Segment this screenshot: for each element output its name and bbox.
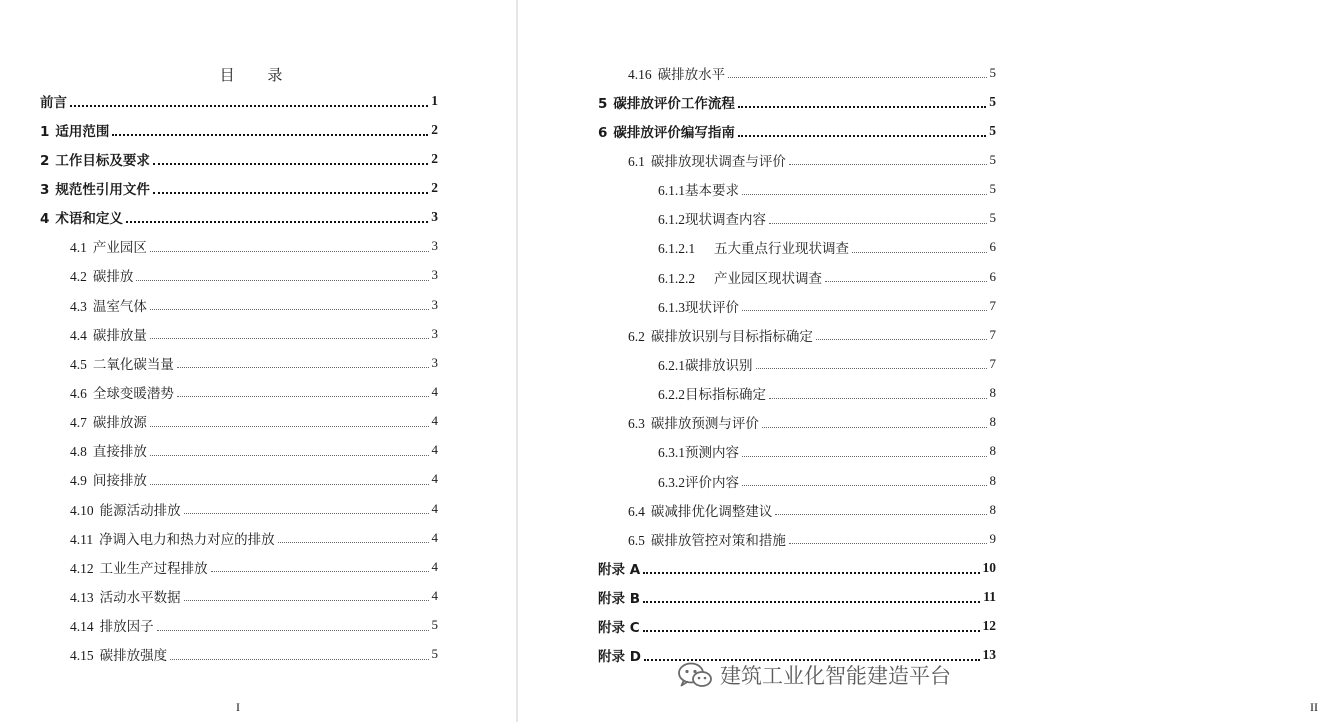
toc-entry-number: 6.2	[628, 328, 645, 344]
toc-entry-label	[70, 615, 154, 635]
toc-entry-text: 现状调查内容	[685, 212, 766, 229]
toc-entry-label	[658, 296, 739, 316]
toc-entry[interactable]	[598, 583, 996, 612]
toc-entry-label	[628, 150, 786, 170]
toc-entry-number: 6.1.2.2	[658, 270, 696, 286]
toc-entry-text: 碳排放源	[92, 415, 147, 432]
toc-entry-number: 4.6	[70, 385, 87, 401]
toc-entry-label	[70, 440, 147, 460]
toc-page-number: 12	[982, 618, 996, 634]
toc-entry[interactable]	[40, 611, 438, 640]
page-number-right: II	[1310, 700, 1318, 714]
toc-dot-leader	[738, 135, 986, 137]
toc-entry[interactable]	[40, 348, 438, 377]
toc-page-number: 3	[431, 267, 438, 283]
toc-entry-text: 碳排放强度	[99, 648, 168, 665]
toc-dot-leader	[177, 367, 429, 368]
watermark-text: 建筑工业化智能建造平台	[720, 664, 951, 688]
toc-dot-leader	[150, 455, 429, 456]
toc-entry-label	[658, 383, 766, 403]
toc-page-number: 2	[431, 121, 438, 137]
toc-entry-text: 评价内容	[685, 474, 739, 491]
toc-entry-number: 4.14	[70, 619, 94, 635]
toc-entry-text: 碳排放预测与评价	[650, 416, 759, 433]
toc-entry-label	[70, 236, 147, 256]
toc-entry-number: 6	[598, 124, 608, 141]
toc-list-right	[598, 58, 996, 670]
toc-entry-label	[658, 354, 753, 374]
toc-entry-number: 6.1	[628, 153, 645, 169]
toc-entry-number: 3	[40, 181, 50, 198]
toc-entry-text: 前言	[40, 94, 67, 111]
toc-entry-label	[658, 267, 822, 287]
toc-page-number: 9	[989, 530, 996, 546]
toc-dot-leader	[816, 339, 987, 340]
toc-entry-text: 五大重点行业现状调查	[714, 241, 849, 258]
toc-page-number: 8	[989, 385, 996, 401]
toc-entry[interactable]	[40, 232, 438, 261]
toc-entry-label	[628, 529, 786, 549]
toc-page-number: 13	[982, 647, 996, 663]
toc-entry-label	[628, 412, 759, 432]
toc-entry-number: 4.5	[70, 356, 87, 372]
toc-entry[interactable]	[40, 261, 438, 290]
toc-page-number: 6	[989, 268, 996, 284]
toc-entry[interactable]	[40, 86, 438, 115]
toc-entry-number: 4.10	[70, 502, 94, 518]
toc-entry-label	[40, 120, 109, 140]
toc-page-number: 5	[989, 181, 996, 197]
toc-entry-label	[70, 557, 208, 577]
toc-entry-number: 6.2.1	[658, 357, 685, 373]
toc-dot-leader	[738, 106, 986, 108]
toc-entry-number: 6.3	[628, 416, 645, 432]
toc-entry[interactable]	[40, 203, 438, 232]
toc-entry-text: 工业生产过程排放	[99, 560, 208, 577]
toc-dot-leader	[153, 192, 428, 194]
toc-page-number: 3	[431, 238, 438, 254]
toc-entry[interactable]	[40, 115, 438, 144]
toc-page-number: 4	[431, 471, 438, 487]
toc-dot-leader	[184, 600, 429, 601]
toc-page-number: 2	[431, 150, 438, 166]
toc-entry-number: 4.9	[70, 473, 87, 489]
toc-entry-number: 4.12	[70, 560, 94, 576]
toc-title: 目 录	[219, 66, 297, 84]
toc-page-number: 7	[989, 326, 996, 342]
toc-entry-label	[70, 353, 174, 373]
toc-entry-number: 4.15	[70, 648, 94, 664]
toc-entry-label	[70, 469, 147, 489]
toc-entry[interactable]	[40, 552, 438, 581]
toc-entry[interactable]	[598, 349, 996, 378]
toc-entry[interactable]	[598, 87, 996, 116]
toc-entry-label	[70, 586, 181, 606]
toc-entry-text: 净调入电力和热力对应的排放	[99, 531, 275, 548]
toc-entry-label	[70, 411, 147, 431]
toc-entry-text: 能源活动排放	[99, 502, 181, 519]
toc-dot-leader	[769, 223, 987, 224]
toc-entry-number: 4.8	[70, 444, 87, 460]
toc-dot-leader	[150, 309, 429, 310]
toc-entry-label	[628, 325, 813, 345]
toc-entry-number: 4.3	[70, 298, 87, 314]
toc-dot-leader	[126, 221, 428, 223]
toc-entry-text: 产业园区现状调查	[714, 270, 822, 287]
toc-entry-number: 4.2	[70, 269, 87, 285]
toc-dot-leader	[643, 601, 980, 603]
toc-page-number: 5	[431, 646, 438, 662]
toc-entry-label	[40, 207, 123, 227]
toc-entry-label	[598, 645, 641, 665]
toc-entry-text: 附录 C	[598, 620, 640, 637]
toc-entry-number: 6.1.2	[658, 212, 685, 228]
toc-entry-number: 6.2.2	[658, 387, 685, 403]
toc-dot-leader	[742, 485, 987, 486]
toc-entry-text: 间接排放	[92, 473, 147, 490]
toc-entry-text: 碳排放	[92, 269, 134, 286]
toc-entry[interactable]	[40, 436, 438, 465]
toc-entry-number: 1	[40, 123, 50, 140]
toc-dot-leader	[643, 630, 980, 632]
toc-page-number: 10	[982, 559, 996, 575]
toc-page-number: 7	[989, 355, 996, 371]
toc-page-number: 8	[989, 501, 996, 517]
toc-page-number: 5	[431, 617, 438, 633]
toc-entry[interactable]	[598, 408, 996, 437]
toc-entry-text: 温室气体	[92, 298, 147, 315]
toc-page-number: 5	[989, 210, 996, 226]
toc-entry-text: 直接排放	[92, 444, 147, 461]
toc-page-number: 11	[983, 589, 996, 605]
toc-dot-leader	[762, 427, 987, 428]
toc-page-number: 6	[989, 239, 996, 255]
toc-entry-text: 附录 B	[598, 591, 640, 608]
toc-dot-leader	[852, 252, 987, 253]
toc-dot-leader	[150, 484, 429, 485]
toc-entry-text: 基本要求	[685, 183, 739, 200]
toc-dot-leader	[150, 338, 429, 339]
toc-entry-label	[598, 92, 735, 112]
toc-page-number: 4	[431, 587, 438, 603]
toc-dot-leader	[150, 426, 429, 427]
toc-dot-leader	[136, 280, 428, 281]
toc-entry-label	[70, 324, 147, 344]
toc-entry-label	[70, 265, 133, 285]
toc-entry-label	[658, 237, 849, 257]
toc-page-number: 4	[431, 383, 438, 399]
toc-entry-label	[598, 616, 640, 636]
toc-entry-number: 6.1.3	[658, 299, 685, 315]
toc-entry[interactable]	[598, 145, 996, 174]
toc-page-number: 3	[431, 296, 438, 312]
toc-entry[interactable]	[40, 377, 438, 406]
toc-entry-text: 碳排放评价工作流程	[613, 95, 735, 112]
toc-entry-label	[628, 500, 772, 520]
toc-dot-leader	[742, 310, 987, 311]
toc-entry-text: 规范性引用文件	[55, 181, 150, 198]
toc-dot-leader	[756, 368, 987, 369]
toc-page-number: 5	[989, 122, 996, 138]
toc-entry-label	[598, 121, 735, 141]
toc-entry-text: 产业园区	[92, 240, 147, 257]
toc-entry-number: 6.3.1	[658, 445, 685, 461]
toc-entry-text: 工作目标及要求	[55, 152, 150, 169]
toc-list-left	[40, 86, 438, 669]
toc-entry-label	[658, 179, 739, 199]
toc-dot-leader	[789, 543, 987, 544]
toc-page-number: 3	[431, 354, 438, 370]
toc-entry[interactable]	[40, 173, 438, 202]
toc-page-number: 8	[989, 443, 996, 459]
toc-dot-leader	[170, 659, 428, 660]
toc-dot-leader	[742, 194, 987, 195]
toc-entry-text: 二氧化碳当量	[92, 356, 174, 373]
toc-entry[interactable]	[598, 175, 996, 204]
toc-dot-leader	[177, 396, 429, 397]
toc-entry-text: 碳排放识别	[685, 357, 753, 374]
toc-dot-leader	[775, 514, 986, 515]
toc-page-number: 5	[989, 93, 996, 109]
toc-dot-leader	[112, 134, 428, 136]
toc-page-number: 4	[431, 529, 438, 545]
toc-entry[interactable]	[40, 407, 438, 436]
toc-entry-text: 现状评价	[685, 299, 739, 316]
toc-entry-text: 碳排放水平	[657, 66, 726, 83]
toc-entry[interactable]	[598, 320, 996, 349]
toc-entry-number: 6.5	[628, 532, 645, 548]
toc-dot-leader	[150, 251, 429, 252]
toc-entry[interactable]	[40, 144, 438, 173]
toc-entry[interactable]	[40, 319, 438, 348]
toc-page-number: 2	[431, 179, 438, 195]
toc-entry[interactable]	[598, 612, 996, 641]
toc-entry-label	[40, 91, 67, 111]
toc-entry-text: 附录 A	[598, 561, 641, 578]
toc-entry-text: 碳排放管控对策和措施	[650, 532, 786, 549]
toc-entry-number: 2	[40, 152, 50, 169]
watermark	[676, 660, 951, 690]
toc-entry-label	[658, 208, 766, 228]
toc-entry-label	[658, 441, 739, 461]
toc-page-number: 3	[431, 209, 438, 225]
toc-page-number: 4	[431, 500, 438, 516]
toc-entry-number: 4.13	[70, 589, 94, 605]
toc-page-number: 1	[431, 92, 438, 108]
toc-entry[interactable]	[40, 640, 438, 669]
toc-entry-label	[70, 499, 181, 519]
toc-dot-leader	[728, 77, 986, 78]
toc-entry[interactable]	[598, 466, 996, 495]
toc-entry-text: 全球变暖潜势	[92, 385, 174, 402]
toc-entry-text: 预测内容	[685, 445, 739, 462]
toc-entry-number: 6.1.2.1	[658, 241, 696, 257]
toc-page-number: 8	[989, 472, 996, 488]
toc-entry-label	[40, 178, 150, 198]
toc-entry-text: 碳减排优化调整建议	[650, 503, 773, 520]
toc-dot-leader	[157, 630, 429, 631]
toc-entry-number: 6.3.2	[658, 474, 685, 490]
toc-entry[interactable]	[598, 495, 996, 524]
toc-page-number: 4	[431, 413, 438, 429]
toc-entry-number: 4.11	[70, 531, 94, 547]
toc-dot-leader	[184, 513, 429, 514]
toc-entry-number: 6.1.1	[658, 183, 685, 199]
toc-entry[interactable]	[40, 465, 438, 494]
toc-entry-label	[598, 587, 640, 607]
toc-entry-text: 碳排放量	[92, 327, 147, 344]
toc-entry-text: 术语和定义	[55, 211, 123, 228]
toc-page-number: 4	[431, 558, 438, 574]
toc-entry-label	[70, 295, 147, 315]
toc-entry-text: 活动水平数据	[99, 589, 181, 606]
toc-page-number: 4	[431, 442, 438, 458]
toc-entry-number: 5	[598, 95, 608, 112]
page-number-left: I	[236, 700, 240, 714]
toc-entry-label	[658, 471, 739, 491]
toc-entry-text: 碳排放评价编写指南	[613, 124, 735, 141]
toc-entry[interactable]	[40, 290, 438, 319]
toc-entry[interactable]	[40, 494, 438, 523]
wechat-icon	[676, 660, 714, 690]
toc-entry-number: 4.7	[70, 415, 87, 431]
toc-entry[interactable]	[598, 262, 996, 291]
toc-page-number: 8	[989, 414, 996, 430]
toc-entry[interactable]	[598, 524, 996, 553]
toc-entry[interactable]	[598, 204, 996, 233]
toc-entry[interactable]	[598, 553, 996, 582]
toc-entry-label	[70, 528, 275, 548]
toc-entry-number: 4	[40, 211, 50, 228]
toc-entry-label	[598, 558, 640, 578]
toc-entry[interactable]	[598, 233, 996, 262]
toc-entry[interactable]	[598, 291, 996, 320]
toc-dot-leader	[70, 105, 428, 107]
toc-entry-text: 附录 D	[598, 649, 641, 666]
toc-entry-number: 4.4	[70, 327, 87, 343]
toc-page-number: 5	[989, 64, 996, 80]
toc-dot-leader	[769, 398, 987, 399]
toc-dot-leader	[211, 571, 429, 572]
toc-dot-leader	[742, 456, 987, 457]
toc-page-number: 3	[431, 325, 438, 341]
toc-entry-text: 碳排放现状调查与评价	[650, 153, 786, 170]
toc-entry-number: 4.1	[70, 240, 87, 256]
toc-entry[interactable]	[40, 523, 438, 552]
toc-entry[interactable]	[598, 437, 996, 466]
toc-dot-leader	[825, 281, 987, 282]
toc-page-number: 7	[989, 297, 996, 313]
toc-entry[interactable]	[598, 58, 996, 87]
toc-entry-text: 目标指标确定	[685, 387, 766, 404]
toc-entry-label	[40, 149, 150, 169]
toc-entry[interactable]	[598, 379, 996, 408]
toc-entry-label	[70, 644, 167, 664]
toc-entry-number: 4.16	[628, 66, 652, 82]
toc-entry-text: 适用范围	[55, 123, 110, 140]
toc-entry-number: 6.4	[628, 503, 645, 519]
toc-entry-label	[628, 63, 725, 83]
toc-entry[interactable]	[40, 581, 438, 610]
toc-entry-text: 碳排放识别与目标指标确定	[650, 328, 813, 345]
toc-entry-text: 排放因子	[99, 619, 154, 636]
toc-entry-label	[70, 382, 174, 402]
toc-page-number: 5	[989, 151, 996, 167]
toc-entry[interactable]	[598, 116, 996, 145]
toc-dot-leader	[153, 163, 428, 165]
toc-dot-leader	[789, 164, 987, 165]
toc-dot-leader	[643, 572, 979, 574]
toc-dot-leader	[278, 542, 429, 543]
